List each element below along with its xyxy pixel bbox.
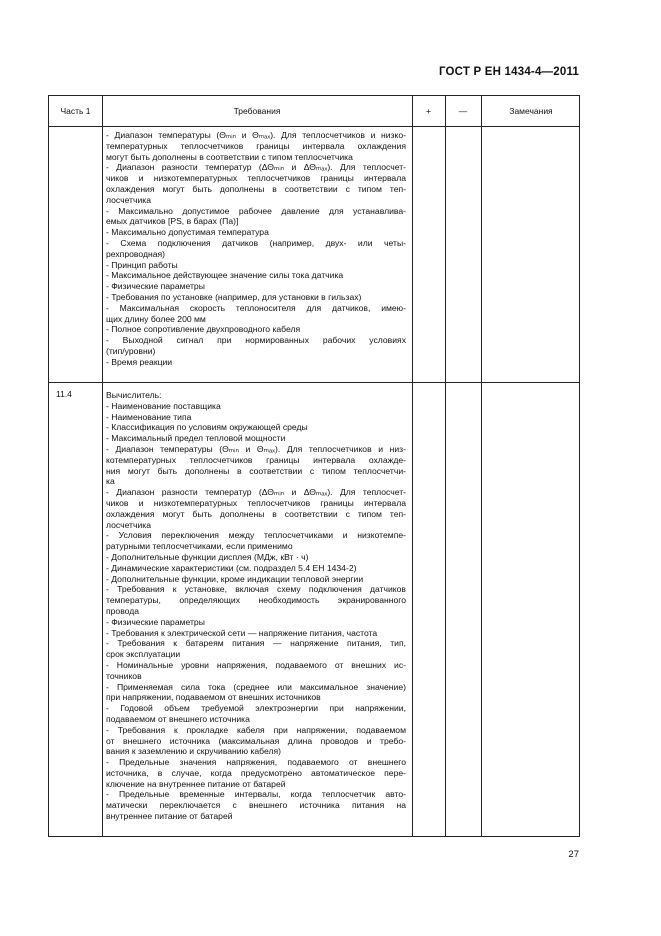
requirement-line: - Диапазон температуры (Θₘᵢₙ и Θₘₐₓ). Для теплосчетчиков и низко- [106,130,406,140]
requirement-line: (тип/уровни) [106,345,156,356]
requirement-line: - Максимальное действующее значение силы тока датчика [106,270,344,281]
column-divider [102,96,103,836]
requirement-line: - Годовой объем требуемой электроэнергии при напряжении, [106,703,406,714]
requirement-line: при напряжении, подаваемом от внешних источников [106,692,321,703]
requirement-line: подаваемом от внешнего источника [106,713,250,724]
requirement-line: срок эксплуатации [106,649,181,660]
requirement-line: могут быть дополнены в соответствии с типом теплосчетчика [106,151,353,162]
row-divider [49,382,579,383]
requirement-line: - Наименование поставщика [106,400,221,411]
requirement-line: щих длину более 200 мм [106,313,206,324]
requirement-line: - Схема подключения датчиков (например, двух- или четы- [106,237,406,248]
requirement-line: емых датчиков [PS, в барах (Па)] [106,216,239,227]
requirement-line: - Физические параметры [106,616,205,627]
requirements-list [106,130,406,368]
requirement-line: - Требования к батареям питания — напряжение питания, тип, [106,638,406,649]
requirement-line: - Максимально допустимая температура [106,227,269,238]
requirement-line: вания к заземлению и скручиванию кабеля) [106,746,282,757]
requirement-line: - Предельные временные интервалы, когда теплосчетчик авто- [106,789,406,800]
requirement-line: источника, в случае, когда предусмотрено автоматическое пере- [106,767,406,778]
requirements-table [48,95,580,837]
page-number: 27 [568,849,579,860]
requirement-line: - Принцип работы [106,259,178,270]
requirement-line: Вычислитель: [106,390,162,400]
column-divider [481,96,482,836]
header-plus: + [426,106,431,116]
requirement-line: - Диапазон разности температур (ΔΘₘᵢₙ и ΔΘₘₐₓ). Для теплосчет- [106,487,406,498]
requirement-line: охлаждения могут быть дополнены в соответствии с типом теп- [106,183,406,194]
requirement-line: - Максимальная скорость теплоносителя для датчиков, имею- [106,302,406,313]
requirement-line: - Динамические характеристики (см. подраздел 5.4 ЕН 1434-2) [106,562,357,573]
requirements-list [106,390,406,822]
requirement-line: ратурными теплосчетчиками, если применимо [106,541,293,552]
requirement-line: провода [106,605,140,616]
requirement-line: матически переключается с внешнего источника питания на [106,800,406,811]
requirement-line: - Максимальный предел тепловой мощности [106,433,286,444]
requirement-line: - Физические параметры [106,281,205,292]
row-part-number: 11.4 [56,389,72,399]
header-remarks: Замечания [509,106,553,116]
header-divider [49,126,579,127]
requirement-line: ключение на внутреннее питание от батарей [106,778,286,789]
requirement-line: - Дополнительные функции дисплея (МДж, кВт · ч) [106,551,309,562]
requirement-line: - Номинальные уровни напряжения, подаваемого от внешних ис- [106,659,406,670]
requirement-line: чиков и низкотемпературных теплосчетчиков границы интервала [106,173,406,184]
header-part: Часть 1 [60,106,91,116]
requirement-line: внутреннее питание от батарей [106,811,233,822]
requirement-line: - Максимально допустимое рабочее давление для устанавлива- [106,205,406,216]
requirement-line: котемпературных теплосчетчиков границы интервала охлажде- [106,454,406,465]
requirement-line: от внешнего источника (максимальная длина проводов и требо- [106,735,406,746]
requirement-line: - Выходной сигнал при нормированных рабочих условиях [106,335,406,346]
header-minus: — [458,106,468,116]
requirement-line: - Условия переключения между теплосчетчиками и низкотемпе- [106,530,406,541]
requirement-line: - Требования к установке, включая схему подключения датчиков [106,584,406,595]
requirement-line: - Требования к прокладке кабеля при напряжении, подаваемом [106,724,406,735]
column-divider [412,96,413,836]
requirement-line: рехпроводная) [106,248,165,259]
requirement-line: чиков и низкотемпературных теплосчетчиков границы интервала [106,497,406,508]
requirement-line: - Применяемая сила тока (среднее или максимальное значение) [106,681,406,692]
requirement-line: - Диапазон температуры (Θₘᵢₙ и Θₘₐₓ). Для теплосчетчиков и низ- [106,443,406,454]
requirement-line: - Полное сопротивление двухпроводного кабеля [106,324,301,335]
requirement-line: ка [106,476,115,487]
requirement-line: лосчетчика [106,194,152,205]
column-divider [445,96,446,836]
requirement-line: лосчетчика [106,519,152,530]
requirement-line: - Требования к электрической сети — напряжение питания, частота [106,627,378,638]
requirement-line: - Наименование типа [106,411,192,422]
document-code: ГОСТ Р ЕН 1434-4—2011 [438,66,579,78]
requirement-line: охлаждения могут быть дополнены в соответствии с типом теп- [106,508,406,519]
requirement-line: температурных теплосчетчиков границы интервала охлаждения [106,140,406,151]
requirement-line: - Диапазон разности температур (ΔΘₘᵢₙ и ΔΘₘₐₓ). Для теплосчет- [106,162,406,173]
requirement-line: точников [106,670,142,681]
header-requirements: Требования [233,106,281,116]
requirement-line: ния могут быть дополнены в соответствии с типом теплосчетчи- [106,465,406,476]
requirement-line: - Требования по установке (например, для установки в гильзах) [106,291,362,302]
requirement-line: - Предельные значения напряжения, подаваемого от внешнего [106,757,406,768]
requirement-line: - Время реакции [106,356,173,367]
requirement-line: температуры, определяющих необходимость экранированного [106,595,406,606]
requirement-line: - Дополнительные функции, кроме индикации тепловой энергии [106,573,364,584]
requirement-line: - Классификация по условиям окружающей среды [106,422,308,433]
